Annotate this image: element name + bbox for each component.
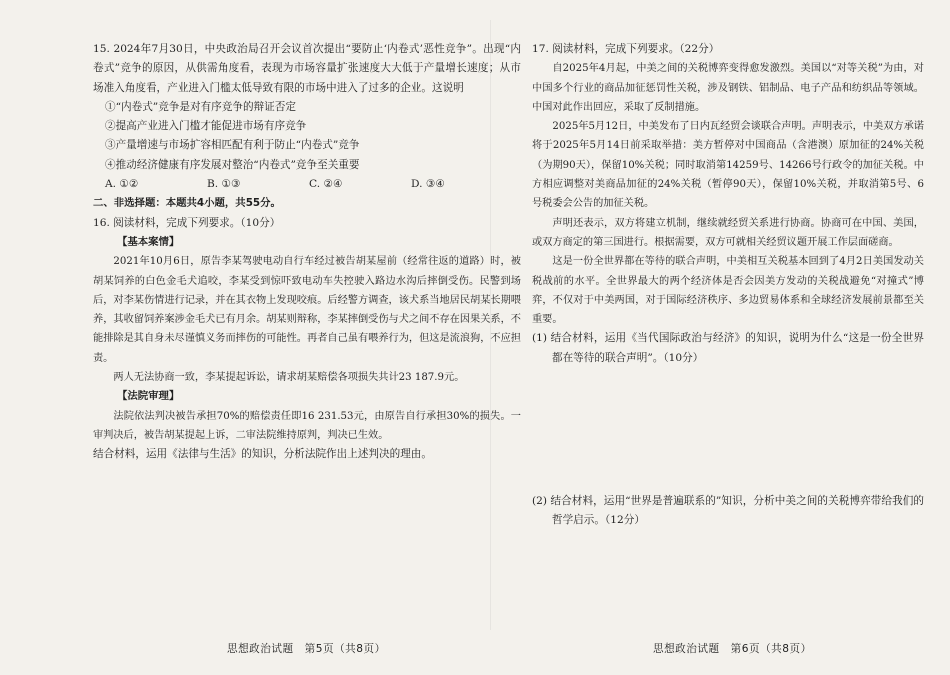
q15-option-3: ③产量增速与市场扩容相匹配有利于防止“内卷式”竞争	[105, 139, 360, 152]
q17-material-paragraph-1: 自2025年4月起，中美之间的关税博弈变得愈发激烈。美国以“对等关税”为由，对中国多个行业的商品加征惩罚性关税，涉及钢铁、铝制品、电子产品和纺织品等领域。中国对此作出回应，采取了反制措施。	[532, 63, 924, 113]
q15-option-1: ①“内卷式”竞争是对有序竞争的辩证否定	[105, 100, 296, 113]
right-page	[532, 40, 924, 531]
q16-question: 结合材料，运用《法律与生活》的知识，分析法院作出上述判决的理由。	[93, 448, 432, 461]
q16-case-tag: 【基本案情】	[117, 235, 180, 248]
q17-subquestion-2: (2) 结合材料，运用“世界是普遍联系的”知识，分析中美之间的关税博弈带给我们的哲学启示。（12分）	[532, 495, 924, 527]
q15-choice-b: B. ①③	[207, 178, 241, 191]
q15-choices	[93, 175, 521, 194]
left-page	[93, 40, 521, 465]
q15-choice-a: A. ①②	[105, 178, 139, 191]
q17-stem: 17. 阅读材料，完成下列要求。（22分）	[532, 43, 720, 55]
q15-option-4: ④推动经济健康有序发展对整治“内卷式”竞争至关重要	[105, 158, 360, 171]
section-2-heading: 二、非选择题：本题共4小题，共55分。	[93, 197, 281, 210]
left-page-footer: 思想政治试题 第5页（共8页）	[227, 643, 386, 655]
q16-case-paragraph-2: 两人无法协商一致，李某提起诉讼，请求胡某赔偿各项损失共计23 187.9元。	[113, 372, 465, 384]
right-page-footer: 思想政治试题 第6页（共8页）	[653, 643, 812, 655]
q15-stem: 15. 2024年7月30日，中央政治局召开会议首次提出“要防止‘内卷式’恶性竞争”。出现“内卷式”竞争的原因，从供需角度看，表现为市场容量扩张速度大大低于产量增长速度；从市场准入角度看，产业进入门槛太低导致有限的市场中进入了过多的企业。这说明	[93, 43, 521, 94]
q15-choice-c: C. ②④	[309, 178, 343, 191]
q16-case-paragraph-1: 2021年10月6日，原告李某驾驶电动自行车经过被告胡某屋前（经常往返的道路）时，被胡某饲养的白色金毛犬追咬，李某受到惊吓致电动车失控驶入路边水沟后摔倒受伤。民警到场后，对李某伤情进行记录，并在其衣物上发现咬痕。后经警方调查，该犬系当地居民胡某长期喂养，其收留饲养案涉金毛犬已有月余。胡某则辩称，李某摔倒受伤与犬之间不存在因果关系，不能排除是其自身未尽谨慎义务而摔伤的可能性。再者自己虽有喂养行为，但这是流浪狗，不应担责。	[93, 256, 521, 364]
q17-subquestion-1: (1) 结合材料，运用《当代国际政治与经济》的知识，说明为什么“这是一份全世界都在等待的联合声明”。（10分）	[532, 332, 924, 364]
q16-ruling-tag: 【法院审理】	[117, 390, 180, 403]
q17-material-paragraph-3: 声明还表示，双方将建立机制，继续就经贸关系进行协商。协商可在中国、美国，或双方商定的第三国进行。根据需要，双方可就相关经贸议题开展工作层面磋商。	[532, 217, 924, 248]
q16-stem: 16. 阅读材料，完成下列要求。（10分）	[93, 216, 281, 229]
q17-material-paragraph-4: 这是一份全世界都在等待的联合声明，中美相互关税基本回到了4月2日美国发动关税战前的水平。全世界最大的两个经济体是否会因美方发动的关税战避免“对撞式”博弈，不仅对于中美两国，对于国际经济秩序、多边贸易体系和全球经济发展前景都至关重要。	[532, 256, 924, 326]
q16-ruling-paragraph: 法院依法判决被告承担70%的赔偿责任即16 231.53元，由原告自行承担30%的损失。一审判决后，被告胡某提起上诉，二审法院维持原判，判决已生效。	[93, 410, 521, 441]
q15-option-2: ②提高产业进入门槛才能促进市场有序竞争	[105, 120, 307, 133]
q17-answer-space[interactable]	[532, 368, 924, 492]
q17-material-paragraph-2: 2025年5月12日，中美发布了日内瓦经贸会谈联合声明。声明表示，中美双方承诺将于2025年5月14日前采取举措：美方暂停对中国商品（含港澳）原加征的24%关税（为期90天），保留10%关税；同时取消第14259号、14266号行政令的加征关税。中方相应调整对美商品加征的24%关税（暂停90天），保留10%关税，并取消第5号、6号税委会公告的加征关税。	[532, 121, 924, 210]
q15-choice-d: D. ③④	[411, 178, 445, 191]
